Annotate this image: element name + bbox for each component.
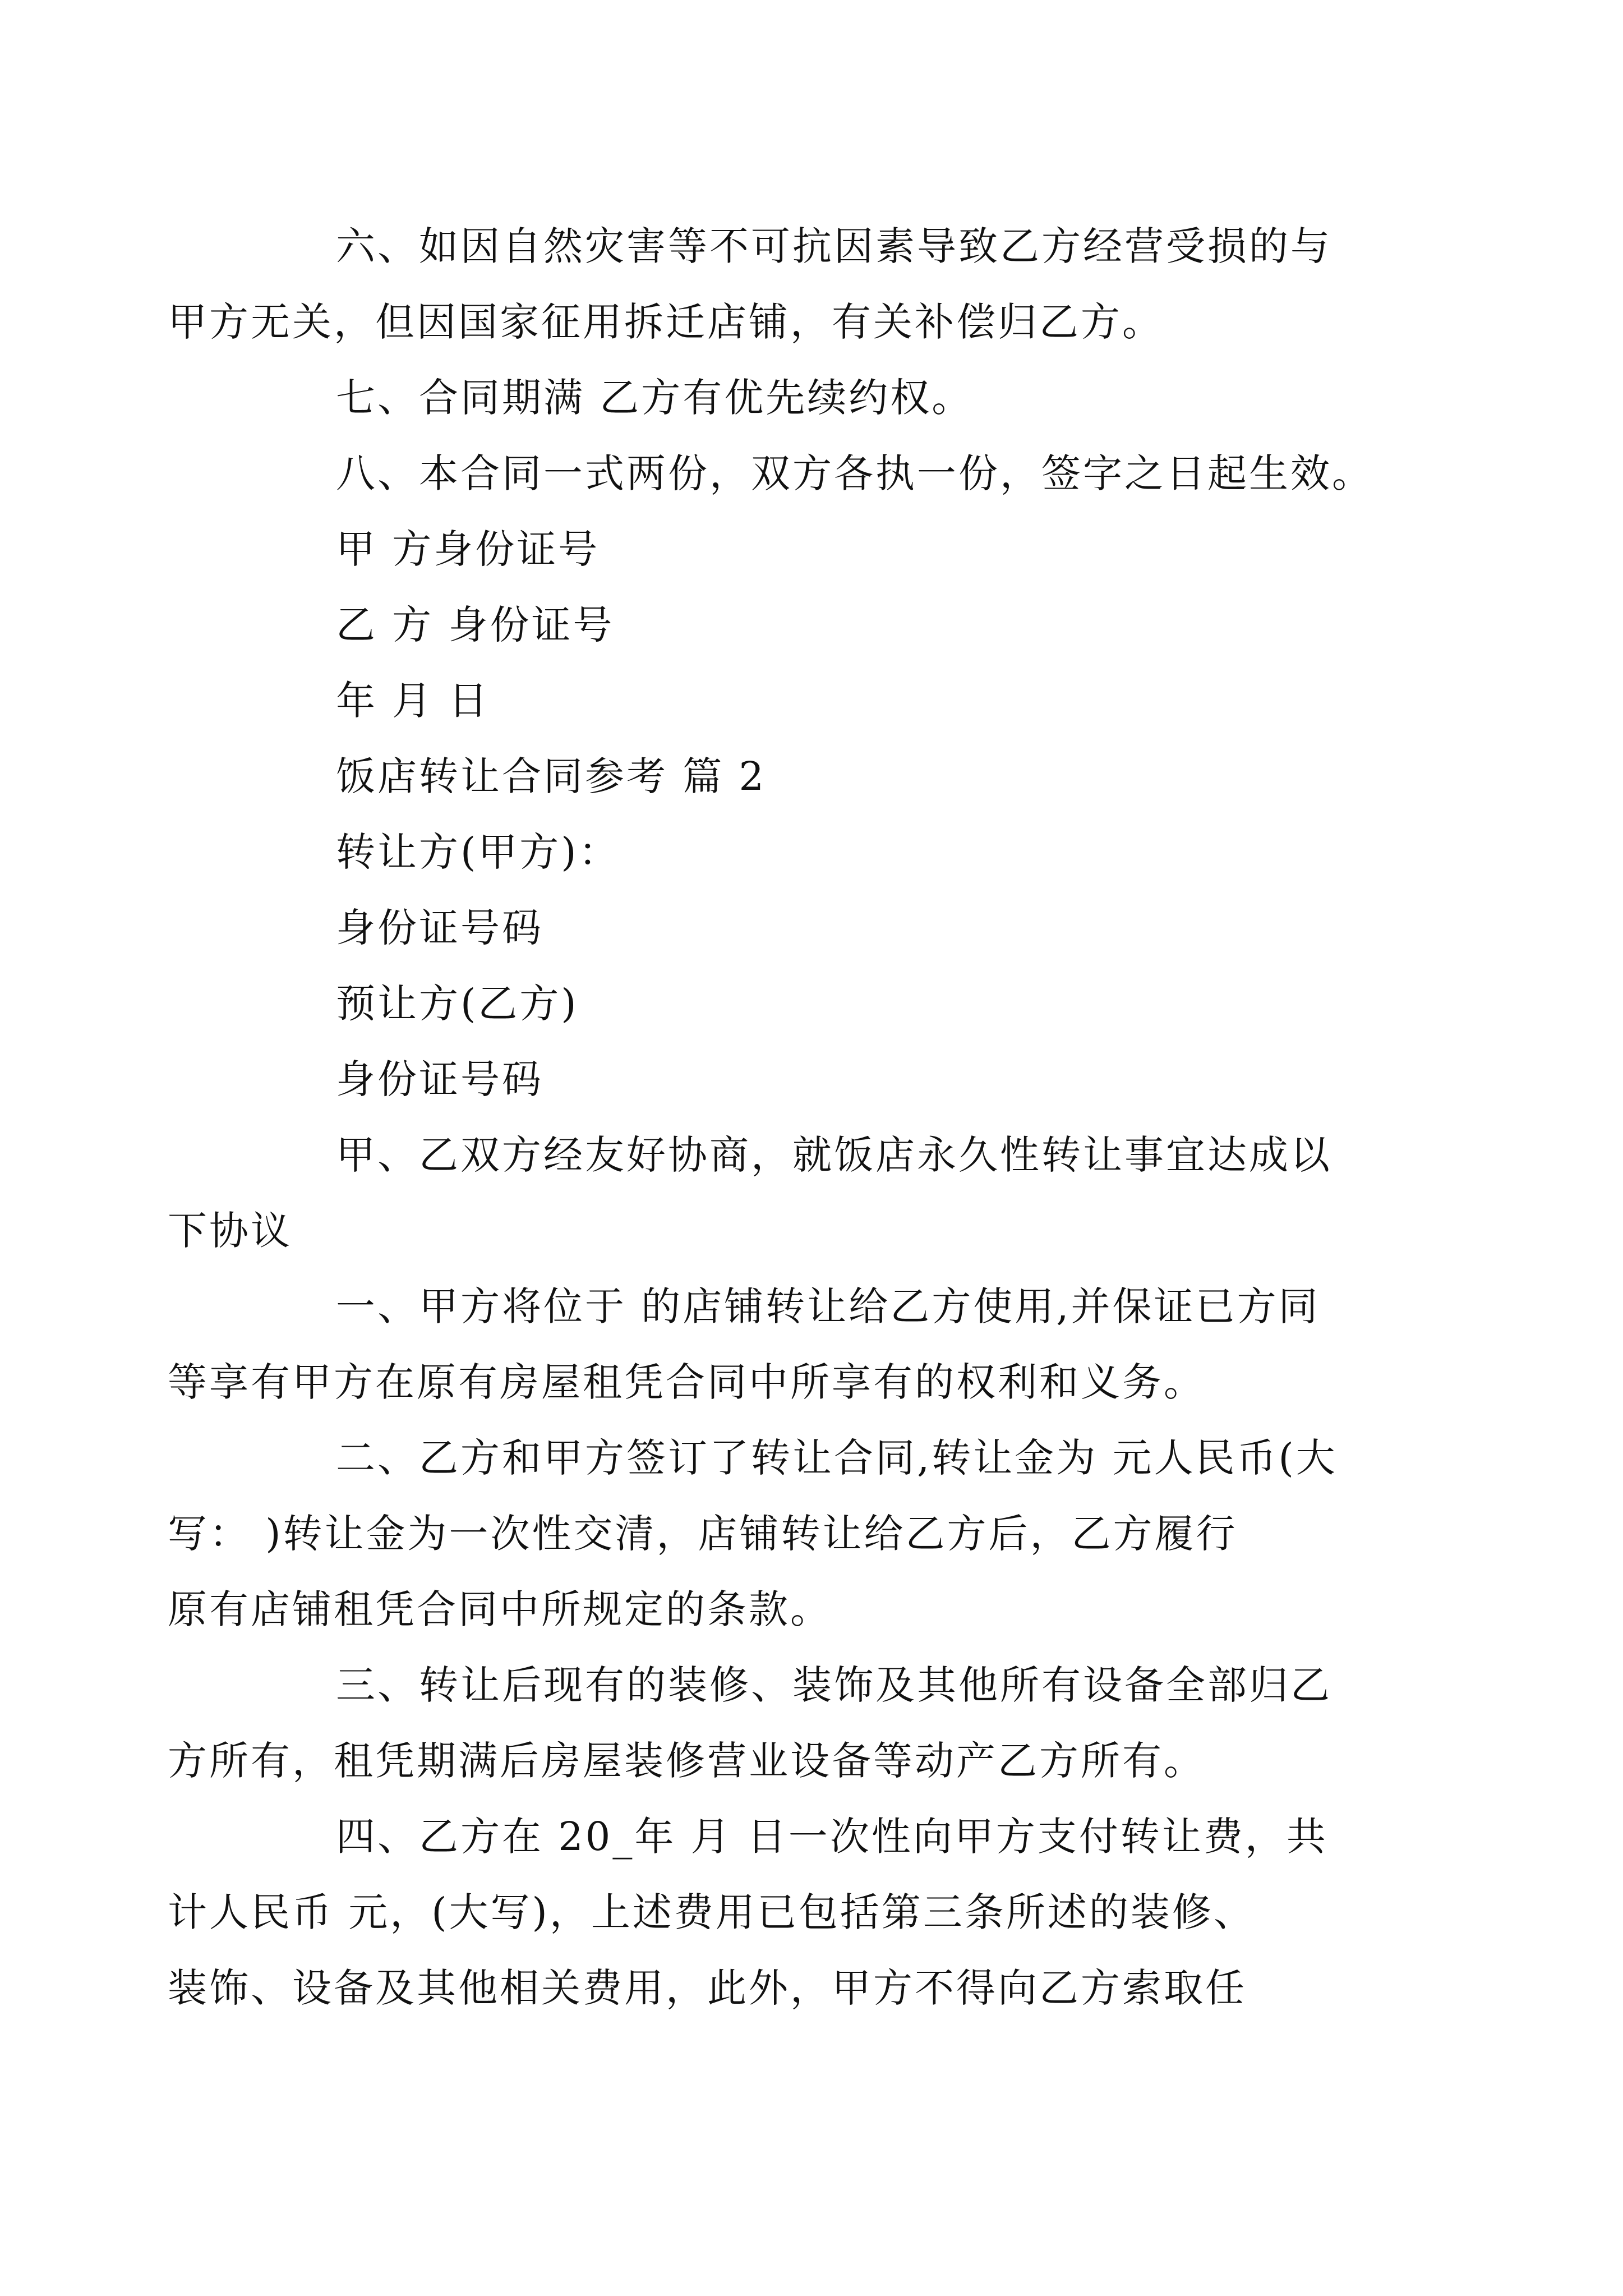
clause-4 <box>168 1799 1396 2026</box>
signature-party-a-text: 甲 方身份证号 <box>336 526 600 572</box>
clause-6-line-1: 六、如因自然灾害等不可抗因素导致乙方经营受损的与 <box>336 223 1332 269</box>
clause-1-line-1: 一、甲方将位于 的店铺转让给乙方使用,并保证已方同 <box>336 1283 1320 1329</box>
clause-2-line-1: 二、乙方和甲方签订了转让合同,转让金为 元人民币(大 <box>336 1435 1338 1481</box>
clause-6-line-2: 甲方无关，但因国家征用拆迁店铺，有关补偿归乙方。 <box>168 299 1164 345</box>
signature-date <box>252 663 1396 739</box>
signature-date-text: 年 月 日 <box>336 678 490 724</box>
transferee-id-text: 身份证号码 <box>336 1056 543 1102</box>
signature-party-b <box>252 587 1396 663</box>
preamble-line-1: 甲、乙双方经友好协商，就饭店永久性转让事宜达成以 <box>336 1132 1332 1178</box>
section-title <box>252 739 1396 815</box>
clause-4-line-2: 计人民币 元，(大写)，上述费用已包括第三条所述的装修、 <box>168 1889 1255 1935</box>
section-title-text: 饭店转让合同参考 篇 2 <box>336 753 767 799</box>
document-body <box>168 209 1396 2026</box>
transferor-label-text: 转让方(甲方)： <box>336 829 620 875</box>
clause-8-line-1: 八、本合同一式两份，双方各执一份，签字之日起生效。 <box>336 450 1373 496</box>
signature-party-b-text: 乙 方 身份证号 <box>336 602 615 648</box>
clause-3 <box>168 1648 1396 1799</box>
clause-4-line-1: 四、乙方在 20_年 月 日一次性向甲方支付转让费，共 <box>336 1814 1328 1860</box>
transferee-label-text: 预让方(乙方) <box>336 981 579 1027</box>
signature-party-a <box>252 512 1396 587</box>
transferor-label <box>252 815 1396 890</box>
clause-1-line-2: 等享有甲方在原有房屋租凭合同中所享有的权利和义务。 <box>168 1359 1205 1405</box>
clause-2 <box>168 1420 1396 1648</box>
clause-2-line-2: 写： )转让金为一次性交清，店铺转让给乙方后，乙方履行 <box>168 1511 1238 1557</box>
preamble <box>168 1117 1396 1269</box>
preamble-line-2: 下协议 <box>168 1208 292 1254</box>
transferee-id <box>252 1042 1396 1117</box>
clause-3-line-1: 三、转让后现有的装修、装饰及其他所有设备全部归乙 <box>336 1662 1332 1708</box>
clause-8 <box>252 436 1396 512</box>
transferee-label <box>252 966 1396 1042</box>
clause-7 <box>252 360 1396 436</box>
clause-4-line-3: 装饰、设备及其他相关费用，此外，甲方不得向乙方索取任 <box>168 1965 1247 2011</box>
clause-6 <box>168 209 1396 360</box>
clause-1 <box>168 1269 1396 1420</box>
transferor-id-text: 身份证号码 <box>336 905 543 951</box>
clause-3-line-2: 方所有，租凭期满后房屋装修营业设备等动产乙方所有。 <box>168 1738 1205 1784</box>
clause-7-line-1: 七、合同期满 乙方有优先续约权。 <box>336 375 974 421</box>
transferor-id <box>252 890 1396 966</box>
clause-2-line-3: 原有店铺租凭合同中所规定的条款。 <box>168 1586 832 1632</box>
